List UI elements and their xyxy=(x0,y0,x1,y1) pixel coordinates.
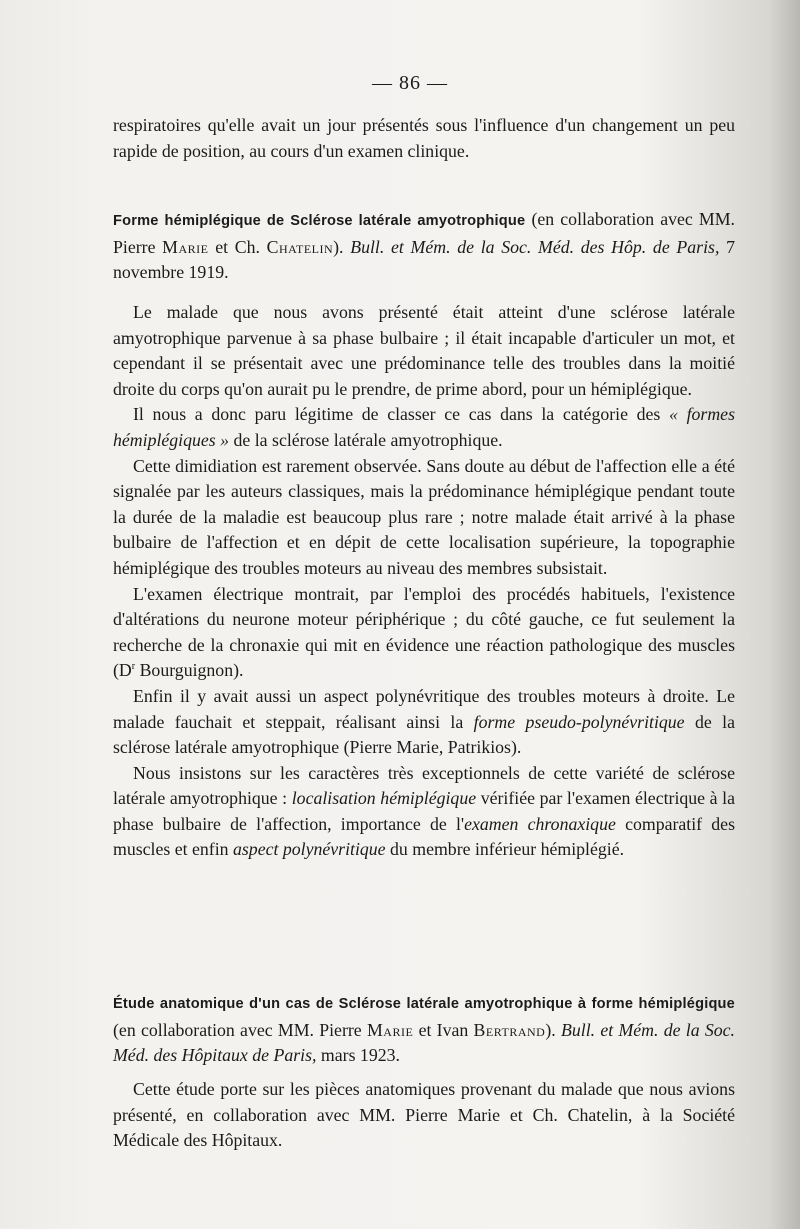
entry-1-body xyxy=(113,300,735,863)
entry-1-collab-mid: et Ch. xyxy=(215,236,260,257)
entry-2-collab-end: ). xyxy=(545,1019,556,1040)
entry-2-body xyxy=(113,1077,735,1154)
entry-2-date: mars 1923. xyxy=(320,1045,400,1066)
entry-1-reference: Bull. et Mém. de la Soc. Méd. des Hôp. de Paris, xyxy=(350,236,720,257)
paragraph-6-t2: vérifiée par l'examen électrique à la phase bulbaire de l'affection, importance de l' xyxy=(113,788,735,834)
entry-2-title: Étude anatomique d'un cas de Sclérose latérale amyotrophique à forme hémiplégique xyxy=(113,996,735,1012)
paragraph-1: Le malade que nous avons présenté était atteint d'une sclérose latérale amyotrophique parvenue à sa phase bulbaire ; il était incapable d'articuler un mot, et cependant il se présentait avec une prédominance telle des troubles dans la moitié droite du corps qu'on aurait pu le prendre, de prime abord, pour un hémiplégique. xyxy=(113,302,735,399)
paragraph-7: Cette étude porte sur les pièces anatomiques provenant du malade que nous avions présenté, en collaboration avec MM. Pierre Marie et Ch. Chatelin, à la Société Médicale des Hôpitaux. xyxy=(113,1079,735,1151)
paragraph-6-e1: localisation hémiplégique xyxy=(291,788,477,809)
page-number: — 86 — xyxy=(372,72,448,94)
paragraph-2 xyxy=(113,402,735,453)
paragraph-5-post: de la sclérose latérale amyotrophique (Pierre Marie, Patrikios). xyxy=(113,711,735,758)
entry-2-collab-mid: et Ivan xyxy=(418,1019,469,1040)
entry-1-author-1: Marie xyxy=(162,236,209,257)
entry-2-reference: Bull. et Mém. de la Soc. Méd. des Hôpitaux de Paris, xyxy=(113,1019,735,1066)
paragraph-6-t1: Nous insistons sur les caractères très exceptionnels de cette variété de sclérose latérale amyotrophique : xyxy=(113,762,735,809)
entry-2-author-1: Marie xyxy=(366,1019,414,1040)
entry-1-date: 7 novembre 1919. xyxy=(113,236,735,283)
paragraph-4 xyxy=(113,582,735,684)
paragraph-5-pre: Enfin il y avait aussi un aspect polynévritique des troubles moteurs à droite. Le malade fauchait et steppait, réalisant ainsi la xyxy=(113,685,735,732)
paragraph-2-post: de la sclérose latérale amyotrophique. xyxy=(233,429,503,450)
entry-2-collab-pre: (en collaboration avec MM. Pierre xyxy=(113,1019,362,1040)
paragraph-6-t3: comparatif des muscles et enfin xyxy=(113,813,735,860)
paragraph-2-pre: Il nous a donc paru légitime de classer ce cas dans la catégorie des xyxy=(133,404,661,425)
intro-text: respiratoires qu'elle avait un jour présentés sous l'influence d'un changement un peu rapide de position, au cours d'un examen clinique. xyxy=(113,115,735,161)
paragraph-4-pre: L'examen électrique montrait, par l'emploi des procédés habituels, l'existence d'altérations du neurone moteur périphérique ; du côté gauche, ce fut seulement la recherche de la chronaxie qui mit en évidence une réaction pathologique des muscles (D xyxy=(113,583,735,681)
entry-1-author-2: Chatelin xyxy=(266,236,334,257)
paragraph-5-emphasis: forme pseudo-polynévritique xyxy=(473,711,685,732)
entry-1-heading xyxy=(113,207,735,286)
paragraph-4-post: Bourguignon). xyxy=(139,660,244,681)
paragraph-4-sup: r xyxy=(131,661,136,673)
entry-1-collab-pre: (en collaboration avec MM. Pierre xyxy=(113,209,735,257)
entry-2-author-2: Bertrand xyxy=(473,1019,546,1040)
paragraph-3: Cette dimidiation est rarement observée. Sans doute au début de l'affection elle a été signalée par les auteurs classiques, mais la prédominance hémiplégique pendant toute la durée de la maladie est beaucoup plus rare ; notre malade était arrivé à la phase bulbaire de l'affection et en dépit de cette localisation supérieure, la topographie hémiplégique des troubles moteurs au niveau des membres subsistait. xyxy=(113,455,735,578)
paragraph-6-t4: du membre inférieur hémiplégié. xyxy=(390,839,625,860)
paragraph-2-emphasis: « formes hémiplégiques » xyxy=(113,404,735,450)
paragraph-6 xyxy=(113,761,735,863)
intro-paragraph xyxy=(113,113,735,164)
entry-1-title: Forme hémiplégique de Sclérose latérale amyotrophique xyxy=(113,213,526,229)
paragraph-5 xyxy=(113,684,735,761)
paragraph-6-e3: aspect polynévritique xyxy=(233,839,386,860)
paragraph-6-e2: examen chronaxique xyxy=(464,813,616,834)
entry-1-collab-end: ). xyxy=(333,236,344,257)
entry-2-heading xyxy=(113,990,735,1069)
